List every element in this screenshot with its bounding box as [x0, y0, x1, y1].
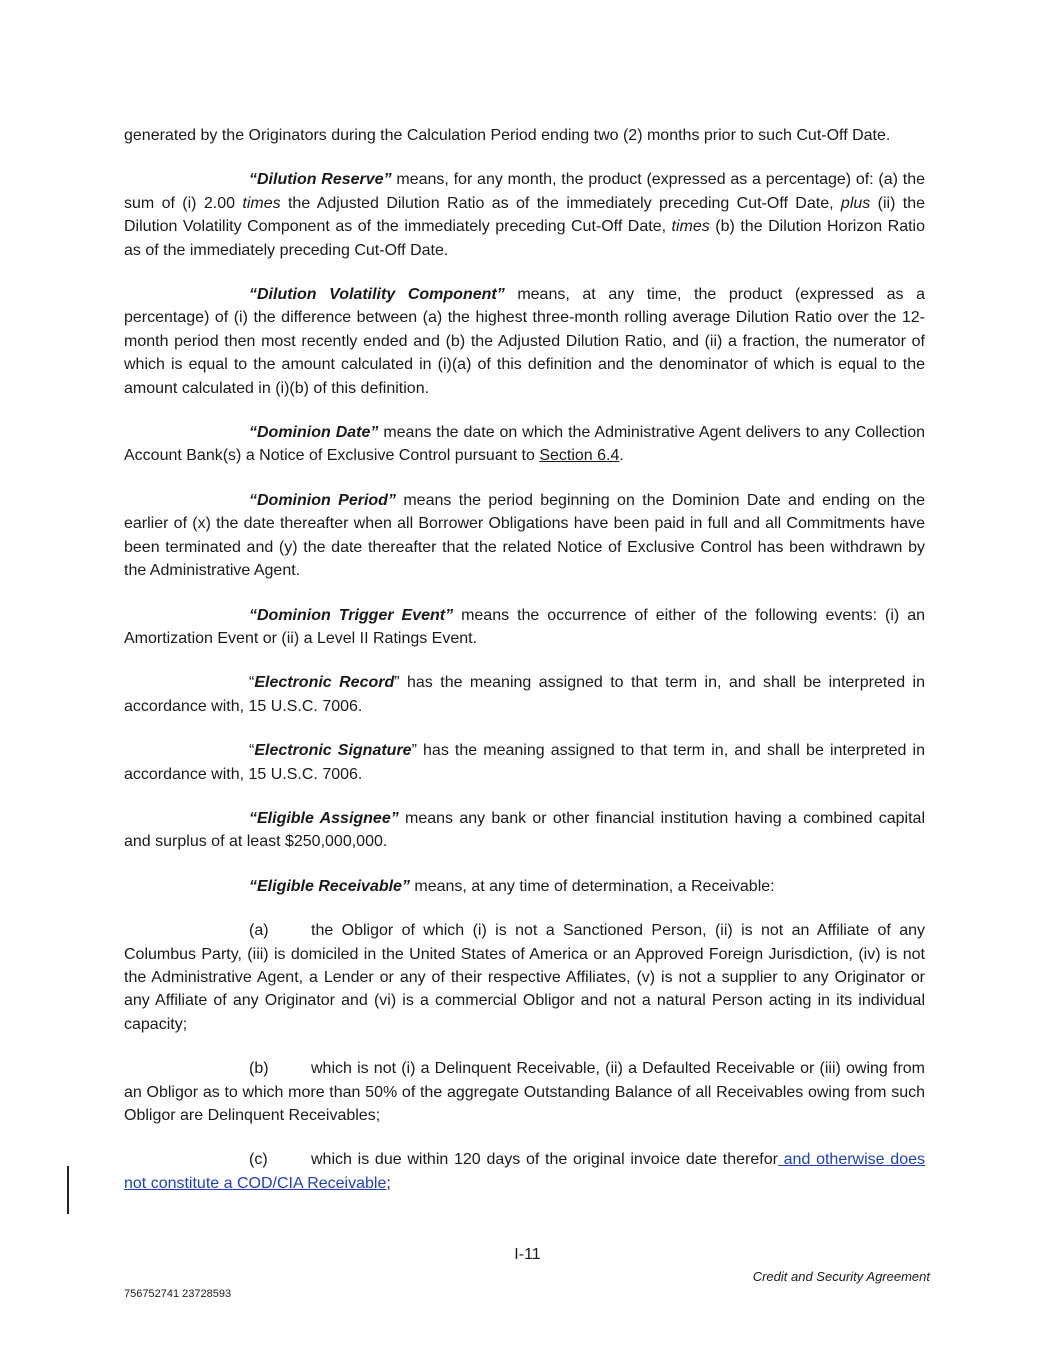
defined-term: Electronic Signature [254, 742, 412, 760]
intro-paragraph: generated by the Originators during the Calculation Period ending two (2) months prior to such Cut-Off Date. [124, 127, 891, 144]
definition-electronic-record: “Electronic Record” has the meaning assigned to that term in, and shall be interpreted in accordance with, 15 U.S.C. 7006. [124, 674, 925, 715]
defined-term: “Dominion Period” [249, 491, 396, 509]
clause-c: (c) which is due within 120 days of the original invoice date therefor and otherwise does not constitute a COD/CIA Receivable; [124, 1148, 925, 1195]
defined-term: “Eligible Assignee” [249, 809, 399, 827]
defined-term: “Dilution Volatility Component” [249, 286, 505, 304]
clause-label: (c) [249, 1151, 268, 1169]
defined-term: Electronic Record [254, 674, 395, 692]
definition-dilution-volatility-component: “Dilution Volatility Component” means, at any time, the product (expressed as a percentage) of (i) the difference between (a) the highest three-month rolling average Dilution Ratio over the 12-month period then most recently ended and (b) the Adjusted Dilution Ratio, and (ii) a fraction, the numerator of which is equal to the amount calculated in (i)(a) of this definition and the denominator of which is equal to the amount calculated in (i)(b) of this definition. [124, 286, 926, 397]
inserted-revision-text: and otherwise does not constitute a COD/CIA Receivable [124, 1151, 925, 1192]
footer-document-title: Credit and Security Agreement [752, 1269, 930, 1284]
definition-electronic-signature: “Electronic Signature” has the meaning assigned to that term in, and shall be interpreted in accordance with, 15 U.S.C. 7006. [124, 742, 926, 783]
revision-change-bar [67, 1166, 69, 1214]
definition-dominion-trigger-event: “Dominion Trigger Event” means the occurrence of either of the following events: (i) an Amortization Event or (ii) a Level II Ratings Event. [124, 606, 925, 647]
clause-a: (a) the Obligor of which (i) is not a Sanctioned Person, (ii) is not an Affiliate of any Columbus Party, (iii) is domiciled in the United States of America or an Approved Foreign Jurisdiction, (iv) is not the Administrative Agent, a Lender or any of their respective Affiliates, (v) is not a supplier to any Originator or any Affiliate of any Originator and (vi) is a commercial Obligor and not a natural Person acting in its individual capacity; [124, 919, 925, 1036]
defined-term: “Dominion Trigger Event” [249, 606, 454, 624]
definition-dominion-date: “Dominion Date” means the date on which the Administrative Agent delivers to any Collection Account Bank(s) a Notice of Exclusive Control pursuant to Section 6.4. [124, 424, 926, 465]
definition-dominion-period: “Dominion Period” means the period beginning on the Dominion Date and ending on the earlier of (x) the date thereafter when all Borrower Obligations have been paid in full and all Commitments have been terminated and (y) the date thereafter that the related Notice of Exclusive Control has been withdrawn by the Administrative Agent. [124, 491, 926, 580]
section-reference: Section 6.4 [539, 447, 620, 465]
definition-dilution-reserve: “Dilution Reserve” means, for any month, the product (expressed as a percentage) of: (a) the sum of (i) 2.00 times the Adjusted Dilution Ratio as of the immediately preceding Cut-Off Date, plus (ii) the Dilution Volatility Component as of the immediately preceding Cut-Off Date, times (b) the Dilution Horizon Ratio as of the immediately preceding Cut-Off Date. [124, 171, 926, 259]
defined-term: “Eligible Receivable” [249, 877, 410, 895]
clause-b: (b) which is not (i) a Delinquent Receivable, (ii) a Defaulted Receivable or (iii) owing from an Obligor as to which more than 50% of the aggregate Outstanding Balance of all Receivables owing from such Obligor are Delinquent Receivables; [124, 1057, 925, 1127]
clause-label: (b) [249, 1060, 269, 1078]
definition-eligible-receivable: “Eligible Receivable” means, at any time of determination, a Receivable: [249, 877, 775, 895]
clause-label: (a) [249, 922, 269, 940]
page-number: I-11 [514, 1246, 541, 1263]
document-id: 756752741 23728593 [124, 1288, 232, 1300]
defined-term: “Dilution Reserve” [249, 171, 392, 189]
definition-eligible-assignee: “Eligible Assignee” means any bank or other financial institution having a combined capital and surplus of at least $250,000,000. [124, 809, 926, 851]
defined-term: “Dominion Date” [249, 424, 379, 442]
document-body [124, 124, 925, 1216]
